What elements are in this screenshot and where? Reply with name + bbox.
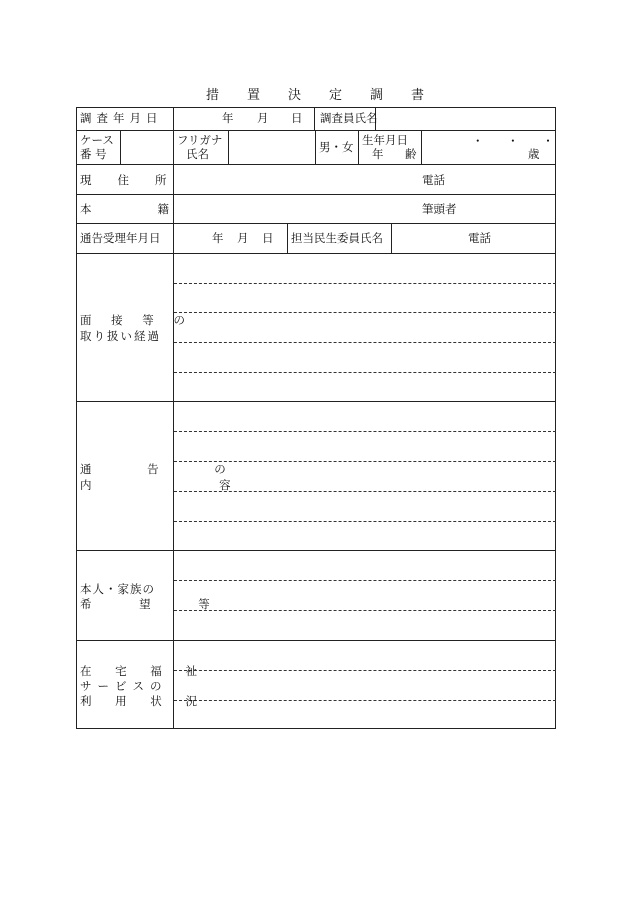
welfare-member-label: 担当民生委員氏名 — [291, 231, 383, 245]
age-label-1: 年 — [372, 147, 384, 161]
domicile-label — [80, 202, 235, 216]
date-year-label: 年 — [222, 111, 234, 125]
address-label — [80, 173, 193, 187]
number-label: 番 号 — [80, 147, 107, 161]
furigana-label: フリガナ — [177, 133, 223, 147]
welfare-phone-label: 電話 — [468, 231, 491, 245]
wishes-field[interactable] — [174, 551, 555, 639]
service-usage-label-2: サービスの — [80, 679, 168, 693]
address-field[interactable] — [174, 165, 414, 193]
name-field[interactable] — [229, 131, 314, 163]
wishes-label-1: 本人・家族の — [80, 582, 155, 596]
domicile-field[interactable] — [174, 195, 414, 222]
cell-divider — [287, 223, 288, 253]
interview-progress-label-1: 面 接 等 の — [80, 313, 193, 327]
survey-date-label: 調査年月日 — [80, 111, 163, 125]
age-unit-label: 歳 — [528, 147, 540, 161]
sex-select[interactable]: 男・女 — [319, 140, 354, 154]
title-char: 決 — [287, 88, 301, 103]
wishes-label-2: 希 望 等 — [80, 597, 232, 611]
cell-divider — [391, 223, 392, 253]
cell-divider — [421, 130, 422, 164]
birth-date-field[interactable]: ・ ・ ・ — [472, 134, 564, 148]
domicile-label-text: 本籍 — [80, 202, 235, 216]
case-label: ケース — [80, 133, 114, 147]
title-char: 書 — [411, 88, 425, 103]
title-char: 調 — [370, 88, 384, 103]
address-phone-label: 電話 — [422, 173, 445, 187]
name-label: 氏名 — [186, 147, 209, 161]
title-char: 措 — [205, 88, 219, 103]
title-char: 定 — [329, 88, 343, 103]
title-char: 置 — [246, 88, 260, 103]
report-content-field[interactable] — [174, 402, 555, 549]
row-divider — [76, 223, 556, 224]
case-number-field[interactable] — [121, 131, 172, 163]
investigator-name-label: 調査員氏名 — [320, 111, 378, 125]
service-usage-field[interactable] — [174, 641, 555, 728]
report-year-label: 年 — [212, 231, 224, 245]
age-label-2: 齢 — [405, 147, 417, 161]
report-month-label: 月 — [237, 231, 249, 245]
household-head-label: 筆頭者 — [422, 202, 457, 216]
report-content-label-1: 通 告 の — [80, 462, 252, 476]
interview-progress-field[interactable] — [174, 254, 555, 400]
birth-date-label: 生年月日 — [362, 133, 408, 147]
service-usage-label-3: 利 用 状 況 — [80, 694, 207, 708]
interview-progress-label-2: 取り扱い経過 — [80, 329, 161, 343]
report-content-label-2: 内 容 — [80, 478, 293, 492]
date-month-label: 月 — [257, 111, 269, 125]
service-usage-label-1: 在 宅 福 祉 — [80, 664, 207, 678]
investigator-name-field[interactable] — [376, 108, 555, 129]
decision-form — [76, 107, 564, 729]
report-day-label: 日 — [262, 231, 274, 245]
address-label-text: 現住所 — [80, 173, 193, 187]
cell-divider — [358, 130, 359, 164]
document-title — [0, 84, 630, 103]
cell-divider — [315, 130, 316, 164]
report-date-label: 通告受理年月日 — [80, 231, 161, 245]
cell-divider — [314, 107, 315, 130]
date-day-label: 日 — [291, 111, 303, 125]
